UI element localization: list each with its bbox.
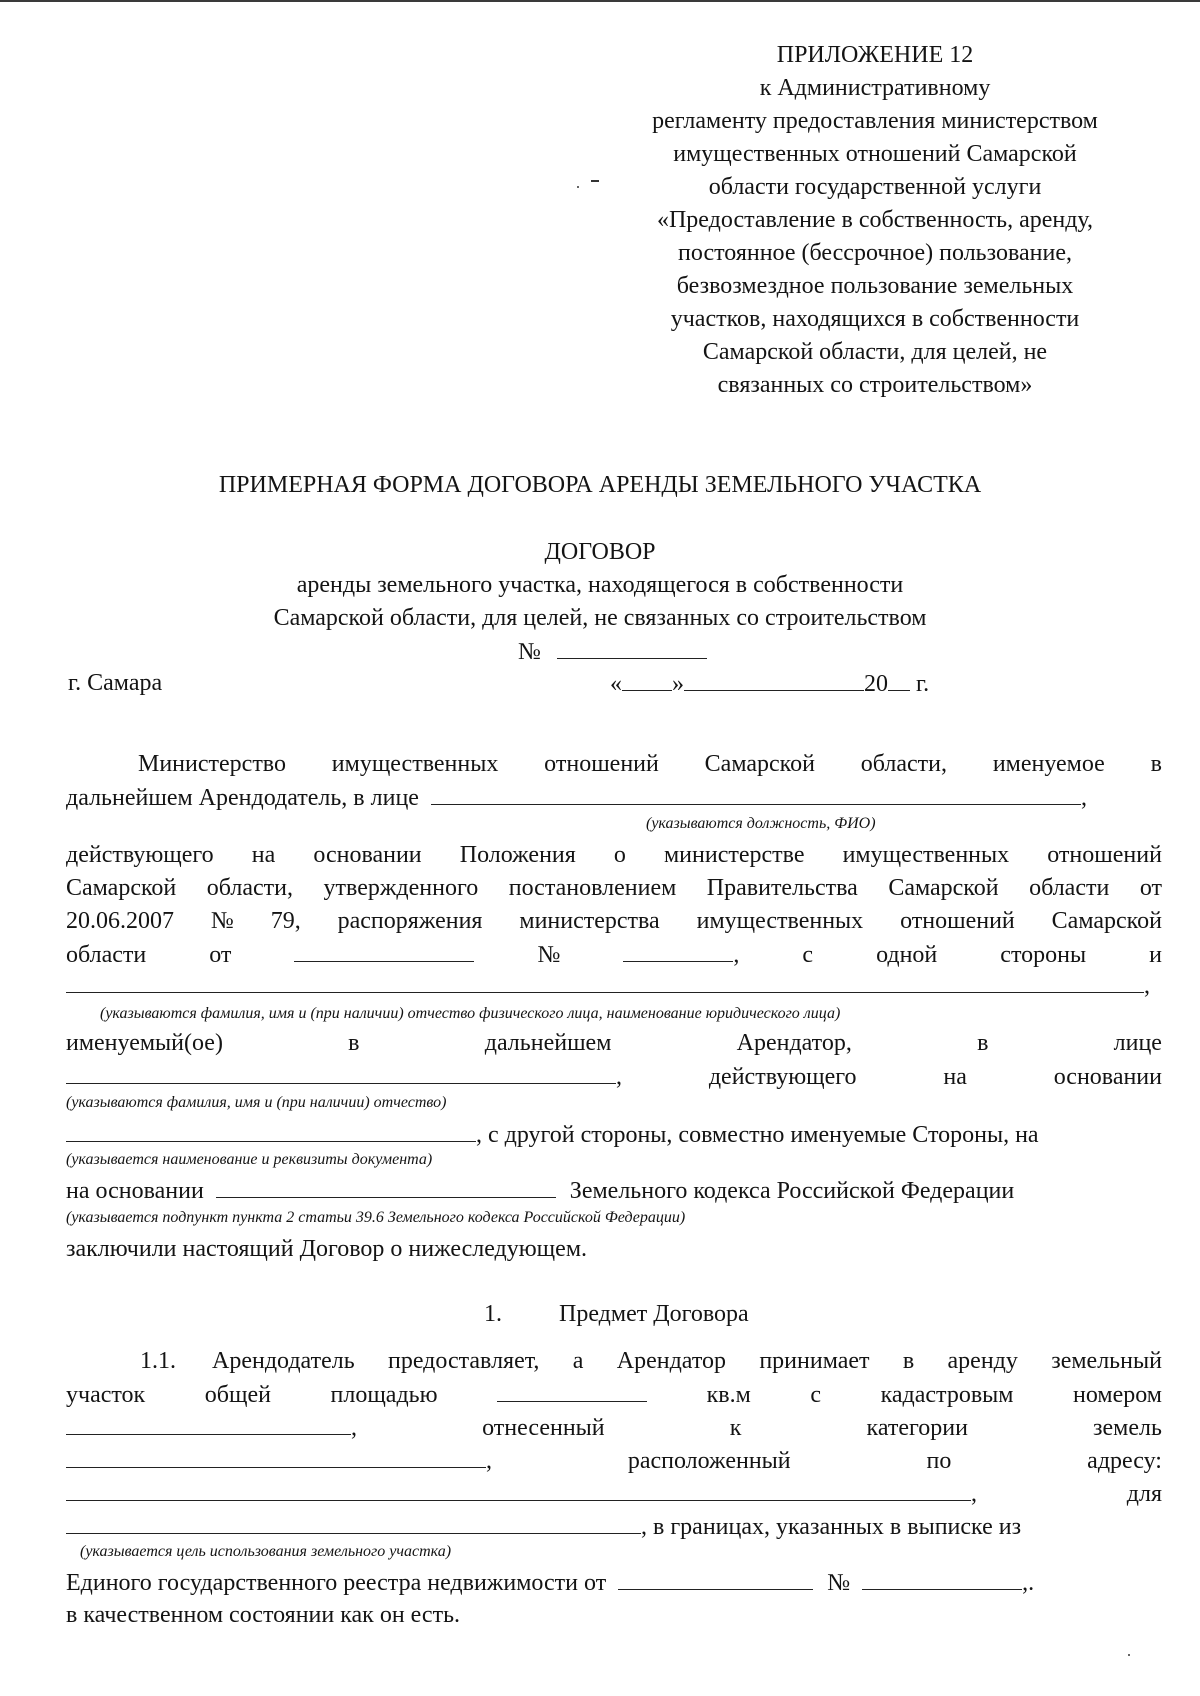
preamble-line-2: дальнейшем Арендодатель, в лице , [66,785,1087,811]
appendix-line: участков, находящихся в собственности [670,306,1080,332]
contract-number-blank[interactable] [557,638,707,659]
paragraph-1-1-line-2: участок общей площадью кв.м с кадастровым номером [66,1382,1162,1408]
extract-number-blank[interactable] [862,1569,1022,1590]
paragraph-1-1-line-8: в качественном состоянии как он есть. [66,1602,461,1628]
appendix-line: области государственной услуги [708,174,1042,200]
day-blank[interactable] [622,670,672,691]
legal-basis-blank[interactable] [216,1177,556,1198]
scan-mark [591,180,599,182]
appendix-line: связанных со строительством» [717,372,1033,398]
date-quote-open: « [610,671,622,697]
appendix-line: постоянное (бессрочное) пользование, [678,240,1072,266]
city: г. Самара [68,670,163,696]
note-lessee-name: (указываются фамилия, имя и (при наличии) отчество физического лица, наименование юридического лица) [100,1005,841,1022]
contract-subtitle: Самарской области, для целей, не связанных со строительством [273,605,927,631]
paragraph-1-1-line-3: , отнесенный к категории земель [66,1414,1162,1442]
note-purpose: (указывается цель использования земельного участка) [80,1543,452,1560]
extract-date-blank[interactable] [618,1569,813,1590]
preamble-line-6: области от № , с одной стороны и [66,942,1162,968]
authority-document-blank[interactable] [66,1121,476,1142]
contract-title: ДОГОВОР [544,539,656,565]
paragraph-1-1-line-6: , в границах, указанных в выписке из [66,1513,1021,1541]
year-prefix: 20 [864,671,888,697]
cadastral-number-blank[interactable] [66,1414,351,1435]
year-blank[interactable] [888,670,910,691]
paragraph-number: 1.1. [140,1348,176,1374]
appendix-title: ПРИЛОЖЕНИЕ 12 [776,42,974,68]
purpose-blank[interactable] [66,1513,641,1534]
paragraph-1-1-line-5: , для [66,1480,1162,1508]
paragraph-1-1-line-4: , расположенный по адресу: [66,1447,1162,1475]
date-quote-close: » [672,671,684,697]
preamble-line-1: Министерство имущественных отношений Самарской области, именуемое в [138,751,1162,777]
preamble-line-3: действующего на основании Положения о министерстве имущественных отношений [66,842,1162,868]
preamble-line-10: , с другой стороны, совместно именуемые Стороны, на [66,1121,1039,1149]
preamble-line-11: на основании Земельного кодекса Российской Федерации [66,1178,1015,1204]
top-border [0,0,1200,2]
number-sign: № [518,639,541,665]
preamble-line-12: заключили настоящий Договор о нижеследующем. [66,1236,588,1262]
appendix-line: к Административному [759,75,991,101]
preamble-line-7: , [66,972,1150,1000]
year-suffix: г. [916,671,930,697]
lessee-representative-blank[interactable] [66,1063,616,1084]
note-position-name: (указываются должность, ФИО) [646,815,876,832]
preamble-line-4: Самарской области, утвержденного постановлением Правительства Самарской области от [66,875,1162,901]
preamble-line-5: 20.06.2007 № 79, распоряжения министерства имущественных отношений Самарской [66,908,1162,934]
month-blank[interactable] [684,670,864,691]
note-representative-name: (указываются фамилия, имя и (при наличии) отчество) [66,1094,447,1111]
appendix-line: имущественных отношений Самарской [673,141,1077,167]
land-category-blank[interactable] [66,1447,486,1468]
order-date-blank[interactable] [294,941,474,962]
preamble-line-8: именуемый(ое) в дальнейшем Арендатор, в лице [66,1030,1162,1056]
lessor-representative-blank[interactable] [431,784,1081,805]
address-blank[interactable] [66,1480,971,1501]
section-number: 1. [484,1301,502,1327]
appendix-line: регламенту предоставления министерством [652,108,1098,134]
contract-date [610,670,929,698]
preamble-line-9: , действующего на основании [66,1063,1162,1091]
form-title: ПРИМЕРНАЯ ФОРМА ДОГОВОРА АРЕНДЫ ЗЕМЕЛЬНОГО УЧАСТКА [218,472,982,498]
appendix-line: безвозмездное пользование земельных [676,273,1074,299]
scan-mark [1128,1654,1130,1656]
section-title: Предмет Договора [559,1301,749,1327]
paragraph-1-1-line-1: Арендодатель предоставляет, а Арендатор принимает в аренду земельный [212,1348,1162,1374]
note-legal-basis: (указывается подпункт пункта 2 статьи 39.6 Земельного кодекса Российской Федерации) [66,1209,686,1226]
area-blank[interactable] [497,1381,647,1402]
paragraph-1-1-line-7: Единого государственного реестра недвижимости от № ,. [66,1570,1035,1596]
order-number-blank[interactable] [623,941,733,962]
contract-number [518,638,707,666]
appendix-line: «Предоставление в собственность, аренду, [656,207,1094,233]
scan-mark [577,186,579,188]
lessee-name-blank[interactable] [66,972,1144,993]
note-document: (указывается наименование и реквизиты документа) [66,1151,433,1168]
appendix-line: Самарской области, для целей, не [702,339,1048,365]
contract-subtitle: аренды земельного участка, находящегося в собственности [296,572,904,598]
